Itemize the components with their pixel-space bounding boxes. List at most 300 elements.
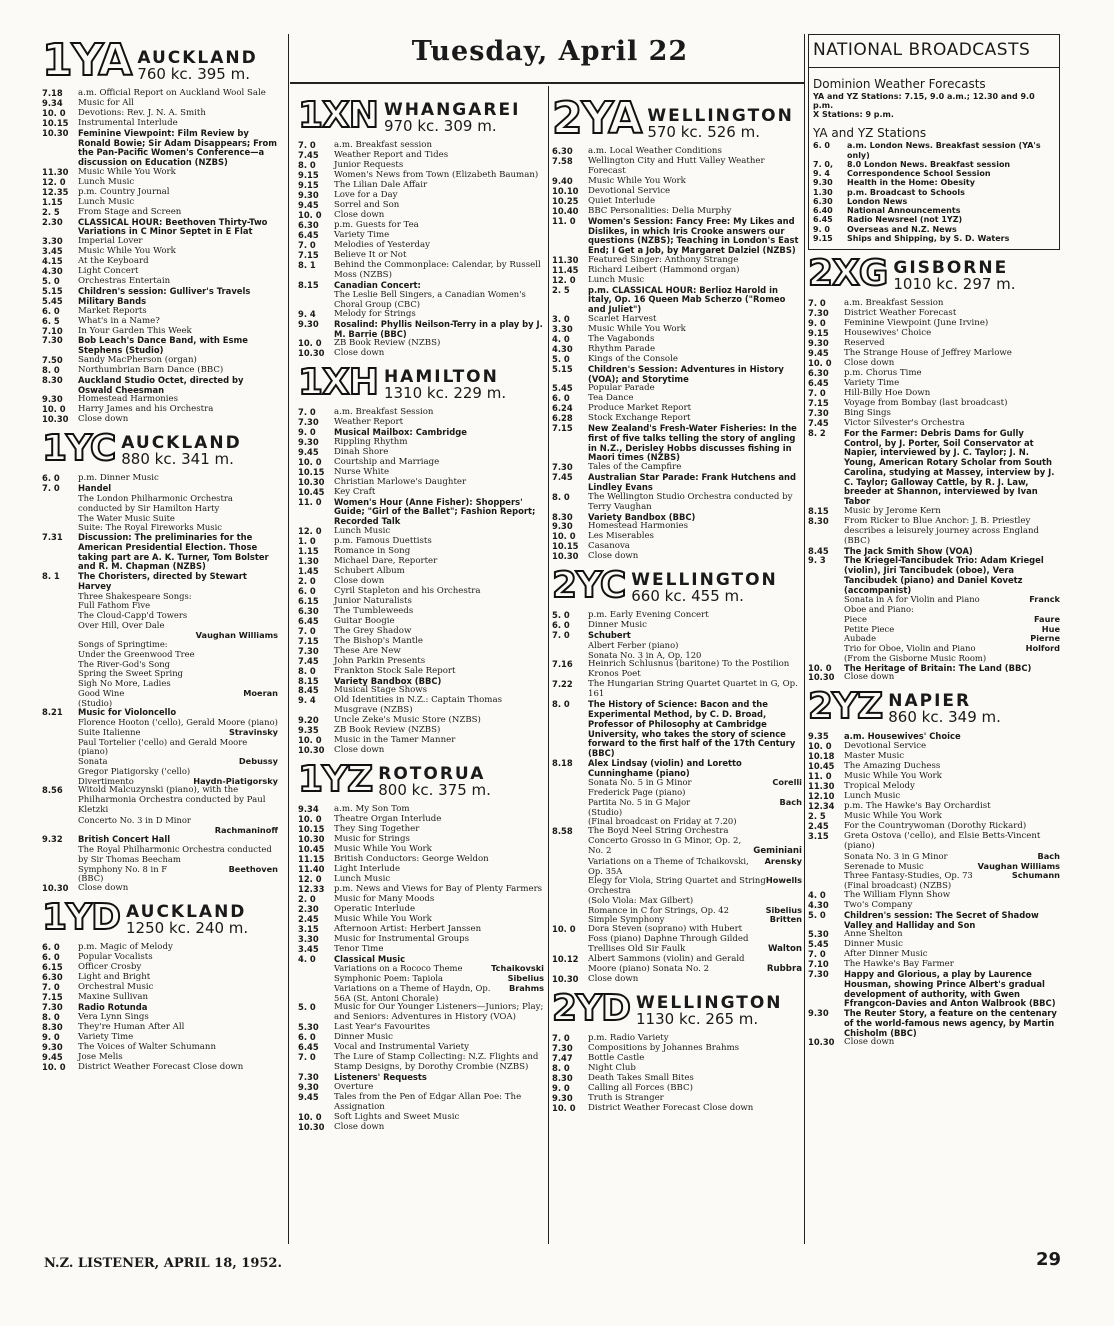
programme-title: Night Club (588, 1062, 636, 1073)
programme-item (298, 696, 544, 716)
programme-title: Variety Time (844, 378, 900, 388)
programme-detail (78, 494, 278, 514)
detail-text: (Final broadcast) (NZBS) (844, 880, 952, 891)
programme-time: 9.35 (298, 725, 319, 736)
programme-time: 9. 0 (808, 318, 826, 329)
programme-title: Feminine Viewpoint (June Irvine) (844, 318, 989, 329)
station-city: ROTORUA (378, 764, 486, 785)
programme-time: 7.15 (298, 635, 319, 646)
programme-item (552, 473, 802, 493)
programme-time: 9.30 (808, 338, 829, 349)
page-number: 29 (1036, 1249, 1062, 1270)
detail-text: Sonata in A for Violin and Piano (844, 594, 980, 605)
detail-text: Frederick Page (piano) (588, 787, 686, 797)
programme-time: 5.30 (808, 929, 829, 940)
detail-text: Variations on a Theme of Haydn, Op. 56A (St. Antoni Chorale) (334, 982, 491, 1003)
programme-title: Discussion: The preliminaries for the American Presidential Election. Those taking part are A. K. Turner, Tom Bolster and R. M. Chapman (NZBS) (78, 532, 269, 572)
programme-time: 7.30 (552, 462, 573, 473)
programme-title: The Lure of Stamp Collecting: N.Z. Flights and Stamp Designs, by Dorothy Crombie (NZBS) (334, 1052, 539, 1073)
programme-title: Homestead Harmonies (588, 521, 689, 532)
national-time: 6.40 (813, 206, 833, 216)
national-time: 9.30 (813, 178, 833, 188)
programme-time: 9.34 (298, 804, 319, 815)
programme-item (552, 365, 802, 385)
programme-time: 12. 0 (552, 274, 576, 285)
programme-time: 8. 2 (808, 427, 826, 438)
composer-name: Britten (769, 914, 802, 925)
station-frequency: 970 kc. 309 m. (383, 117, 497, 135)
programme-time: 2.30 (298, 903, 319, 914)
composer-name: Debussy (238, 756, 278, 767)
programme-time: 7. 0 (42, 982, 60, 993)
programme-time: 11. 0 (298, 496, 322, 507)
programme-detail (588, 876, 802, 896)
programme-time: 6. 0 (42, 952, 60, 963)
station-callsign: 1XN (298, 95, 378, 136)
programme-title: Cyril Stapleton and his Orchestra (334, 585, 481, 596)
programme-time: 2. 0 (298, 575, 316, 586)
programme-title: Classical Music (334, 953, 406, 964)
programme-time: 10.45 (298, 843, 325, 854)
programme-time: 10. 0 (298, 1111, 322, 1122)
programme-title: Tenor Time (334, 943, 384, 954)
programme-title: Music in the Tamer Manner (334, 735, 456, 746)
detail-text: (BBC) (78, 873, 104, 884)
programme-time: 6.45 (298, 1042, 319, 1053)
national-broadcasts-box (808, 34, 1060, 250)
programme-time: 10.30 (298, 348, 325, 359)
programme-title: Listeners' Requests (334, 1072, 427, 1083)
programme-detail (78, 865, 278, 875)
station-info (636, 992, 783, 1028)
programme-title: The Strange House of Jeffrey Marlowe (844, 348, 1012, 359)
programme-detail (844, 605, 1060, 615)
programme-title: Soft Lights and Sweet Music (334, 1111, 460, 1122)
national-title: Radio Newsreel (not 1YZ) (847, 215, 963, 225)
national-item (813, 188, 1055, 197)
programme-time: 10.30 (298, 1121, 325, 1132)
detail-text: Spring the Sweet Spring (78, 668, 183, 679)
programme-title: Instrumental Interlude (78, 117, 178, 128)
programme-title: a.m. Local Weather Conditions (588, 146, 722, 156)
programme-title: p.m. CLASSICAL HOUR: Berlioz Harold in Italy, Op. 16 Queen Mab Scherzo ("Romeo and Juliet") (588, 284, 786, 315)
programme-time: 10.15 (298, 466, 325, 477)
programme-title: For the Countrywoman (Dorothy Rickard) (844, 820, 1027, 831)
programme-title: CLASSICAL HOUR: Beethoven Thirty-Two Variations in C Minor Septet in E Flat (78, 216, 268, 237)
programme-title: Master Music (844, 751, 905, 762)
programme-time: 7.30 (808, 969, 829, 980)
programme-time: 9.45 (808, 348, 829, 359)
programme-title: At the Keyboard (78, 256, 149, 267)
programme-time: 9.30 (808, 1008, 829, 1019)
programme-time: 7.30 (808, 407, 829, 418)
programme-time: 7. 0 (42, 483, 60, 494)
programme-item (298, 746, 544, 756)
station-city: GISBORNE (893, 258, 1009, 279)
programme-title: Australian Star Parade: Frank Hutchens and Lindley Evans (588, 472, 796, 492)
detail-text: Piece (844, 613, 867, 624)
station-header (42, 428, 278, 470)
programme-item (808, 970, 1060, 1009)
programme-title: Close down (334, 1121, 385, 1132)
programme-time: 9.15 (808, 328, 829, 339)
programme-title: Close down (334, 348, 385, 359)
detail-text: Three Shakespeare Songs: (78, 590, 192, 601)
programme-title: John Parkin Presents (334, 655, 426, 666)
programme-title: Operatic Interlude (334, 903, 416, 914)
programme-title: Music While You Work (334, 843, 432, 854)
programme-time: 12.34 (808, 801, 835, 811)
programme-time: 8. 1 (42, 571, 60, 582)
programme-title: Happy and Glorious, a play by Laurence Housman, showing Prince Albert's gradual development of authority, with Gwen Ffrangcon-Davies and Anton Walbrook (BBC) (844, 969, 1056, 1009)
detail-text: Variations on a Rococo Theme (334, 963, 463, 974)
programme-title: Lunch Music (588, 274, 645, 285)
programme-time: 9.32 (42, 834, 63, 845)
national-item (813, 206, 1055, 215)
composer-name: Holford (1025, 643, 1060, 654)
composer-name: Howells (765, 875, 802, 886)
station-header (298, 759, 544, 801)
composer-name: Franck (1029, 594, 1060, 605)
station-frequency: 660 kc. 455 m. (631, 587, 744, 606)
programme-time: 9.30 (552, 1092, 573, 1103)
programme-title: Frankton Stock Sale Report (334, 665, 456, 676)
programme-time: 11.15 (298, 853, 325, 864)
programme-title: The Voices of Walter Schumann (78, 1041, 216, 1052)
programme-title: Feminine Viewpoint: Film Review by Ronald Bowie; Sir Adam Disappears; From the Pan-Pacific Women's Conference—a discussion on Education (NZBS) (78, 127, 277, 168)
programme-title: Junior Requests (334, 159, 404, 170)
programme-time: 12. 0 (298, 873, 322, 884)
programme-time: 3. 0 (552, 313, 570, 324)
programme-time: 11. 0 (808, 771, 832, 782)
programme-title: Vocal and Instrumental Variety (334, 1042, 469, 1053)
programme-title: Afternoon Artist: Herbert Janssen (334, 923, 482, 934)
programme-time: 8.15 (298, 675, 319, 686)
national-title: London News (847, 196, 908, 206)
programme-time: 9.45 (42, 1051, 63, 1062)
programme-title: Children's session: Gulliver's Travels (78, 286, 251, 297)
programme-time: 8.45 (298, 685, 319, 696)
programme-time: 1.15 (298, 545, 319, 556)
programme-item (42, 786, 278, 816)
programme-time: 10.30 (552, 551, 579, 562)
programme-title: The Jack Smith Show (VOA) (844, 545, 973, 556)
programme-title: Musical Mailbox: Cambridge (334, 427, 467, 438)
programme-title: The Tumbleweeds (334, 605, 414, 616)
programme-time: 4. 0 (808, 889, 826, 900)
national-time: 9. 4 (813, 169, 830, 179)
programme-title: The Hawke's Bay Farmer (844, 959, 954, 970)
composer-name: Brahms (508, 982, 544, 993)
programme-title: Music for Strings (334, 833, 410, 844)
detail-text: (Studio) (78, 697, 113, 708)
programme-time: 7.15 (298, 249, 319, 260)
programme-time: 2. 5 (42, 206, 60, 217)
programme-time: 10. 0 (42, 1061, 66, 1072)
programme-title: From Stage and Screen (78, 206, 182, 217)
national-title: Correspondence School Session (847, 169, 991, 179)
programme-time: 5. 0 (298, 1002, 316, 1013)
programme-title: The Lilian Dale Affair (334, 179, 428, 190)
detail-text: Sonata No. 3 in A, Op. 120 (588, 649, 702, 660)
programme-time: 6. 0 (42, 473, 60, 484)
programme-title: British Concert Hall (78, 834, 171, 845)
detail-text: (Studio) (588, 806, 623, 817)
programme-time: 3.30 (298, 933, 319, 944)
programme-title: Theatre Organ Interlude (334, 814, 442, 824)
programme-time: 8.15 (298, 279, 319, 290)
programme-time: 9.34 (42, 97, 63, 108)
detail-text: (Final broadcast on Friday at 7.20) (588, 816, 737, 827)
detail-text: Suite Italienne (78, 726, 141, 737)
programme-title: They Sing Together (334, 823, 420, 834)
programme-time: 9.30 (42, 394, 63, 405)
programme-time: 10. 0 (552, 531, 576, 542)
national-time: 6.45 (813, 215, 833, 225)
programme-title: Uncle Zeke's Music Store (NZBS) (334, 715, 481, 726)
programme-time: 2. 0 (298, 893, 316, 904)
programme-title: Music While You Work (78, 246, 176, 257)
detail-text: The Cloud-Capp'd Towers (78, 610, 188, 621)
programme-title: Schubert Album (334, 565, 405, 576)
programme-time: 10. 0 (298, 209, 322, 220)
programme-title: Lunch Music (78, 196, 135, 207)
programme-title: Housewives' Choice (844, 328, 932, 339)
station-frequency: 1010 kc. 297 m. (893, 275, 1016, 294)
programme-time: 6.24 (552, 403, 573, 414)
programme-time: 4.30 (552, 343, 573, 354)
programme-item (552, 700, 802, 759)
programme-title: a.m. Breakfast session (334, 140, 432, 150)
programme-title: The Grey Shadow (334, 625, 412, 636)
programme-title: Old Identities in N.Z.: Captain Thomas Musgrave (NZBS) (334, 695, 502, 716)
programme-item (298, 1053, 544, 1073)
programme-title: British Conductors: George Weldon (334, 853, 489, 864)
programme-title: p.m. Chorus Time (844, 368, 922, 379)
programme-item (552, 1104, 802, 1114)
detail-text: The London Philharmonic Orchestra conducted by Sir Hamilton Harty (78, 493, 233, 513)
composer-name: Arensky (764, 855, 802, 866)
national-title: Health in the Home: Obesity (847, 178, 975, 188)
programme-time: 3.30 (42, 236, 63, 247)
programme-item (298, 1123, 544, 1133)
programme-item (298, 1093, 544, 1113)
programme-item (552, 955, 802, 975)
programme-time: 11.30 (552, 254, 579, 265)
programme-time: 9.45 (298, 199, 319, 210)
programme-title: Junior Naturalists (334, 595, 412, 606)
weather-line: YA and YZ Stations: 7.15, 9.0 a.m.; 12.30 and 9.0 p.m. (813, 91, 1035, 110)
programme-time: 10.30 (808, 1037, 835, 1048)
programme-time: 2.45 (298, 913, 319, 924)
programme-title: Light and Bright (78, 972, 151, 983)
programme-title: Victor Silvester's Orchestra (844, 417, 965, 428)
programme-time: 12. 0 (42, 176, 66, 187)
programme-title: Devotional Service (844, 741, 927, 752)
programme-title: p.m. Guests for Tea (334, 219, 419, 230)
programme-title: Albert Sammons (violin) and Gerald Moore (piano) Sonata No. 2 (588, 954, 745, 975)
programme-title: Wellington City and Hutt Valley Weather Forecast (588, 155, 765, 176)
programme-title: Close down (844, 358, 895, 369)
programme-time: 5.45 (808, 939, 829, 950)
detail-text: (Solo Viola: Max Gilbert) (588, 894, 694, 905)
programme-item (552, 424, 802, 463)
detail-text: Under the Greenwood Tree (78, 648, 195, 659)
programme-time: 7.15 (42, 992, 63, 1003)
programme-title: Close down (334, 209, 385, 220)
detail-text: Sonata No. 3 in G Minor (844, 850, 948, 861)
programme-item (552, 975, 802, 985)
programme-title: Death Takes Small Bites (588, 1072, 694, 1083)
programme-time: 8.15 (808, 505, 829, 516)
programme-time: 4.30 (808, 899, 829, 910)
national-title: a.m. London News. Breakfast session (YA's only) (847, 141, 1041, 160)
programme-time: 3.30 (552, 323, 573, 334)
programme-title: From Ricker to Blue Anchor: J. B. Priestley describes a leisurely journey across England (BBC) (844, 515, 1039, 546)
composer-name: Vaughan Williams (195, 629, 278, 640)
station-frequency: 1250 kc. 240 m. (126, 919, 249, 938)
programme-time: 8. 0 (42, 364, 60, 375)
programme-time: 10.30 (298, 745, 325, 756)
programme-title: The Wellington Studio Orchestra conducted by Terry Vaughan (588, 491, 793, 512)
station-city: WELLINGTON (636, 992, 783, 1013)
programme-time: 6.28 (552, 413, 573, 424)
programme-time: 7. 0 (298, 407, 316, 418)
programme-title: New Zealand's Fresh-Water Fisheries: In the first of five talks telling the story of angling in N.Z., Derisley Hobbs discusses fishing in Maori times (NZBS) (588, 423, 797, 463)
programme-time: 7.10 (808, 959, 829, 970)
detail-text: Oboe and Piano: (844, 604, 914, 615)
programme-title: p.m. The Hawke's Bay Orchardist (844, 801, 991, 811)
programme-time: 1.15 (42, 196, 63, 207)
programme-title: Tales from the Pen of Edgar Allan Poe: The Assignation (334, 1091, 522, 1112)
programme-time: 1.30 (298, 555, 319, 566)
station-callsign: 1XH (298, 362, 378, 404)
programme-title: Lunch Music (844, 791, 901, 802)
programme-time: 5.45 (42, 295, 63, 306)
programme-title: The Boyd Neel String Orchestra Concerto Grosso in G Minor, Op. 2, No. 2 (588, 826, 742, 856)
programme-title: Last Year's Favourites (334, 1022, 431, 1033)
programme-title: ZB Book Review (NZBS) (334, 338, 441, 349)
programme-title: Popular Vocalists (78, 952, 153, 963)
programme-title: p.m. Famous Duettists (334, 535, 432, 546)
programme-title: District Weather Forecast Close down (78, 1061, 244, 1072)
stations-title: YA and YZ Stations (813, 126, 927, 141)
station-frequency: 760 kc. 395 m. (137, 65, 250, 83)
station-info (384, 102, 521, 134)
national-item (813, 197, 1055, 206)
programme-time: 8. 0 (552, 491, 570, 502)
national-title: p.m. Broadcast to Schools (847, 187, 965, 197)
programme-time: 6.30 (552, 146, 573, 156)
programme-title: Light Concert (78, 266, 139, 277)
programme-title: Devotional Service (588, 185, 671, 196)
programme-time: 7. 0 (808, 298, 826, 309)
programme-title: District Weather Forecast Close down (588, 1102, 754, 1113)
programme-title: Hill-Billy Hoe Down (844, 387, 931, 398)
programme-title: Lunch Music (334, 525, 391, 536)
programme-title: Witold Malcuzynski (piano), with the Philharmonia Orchestra conducted by Paul Kletzki (78, 785, 266, 816)
programme-time: 12. 0 (298, 525, 322, 536)
station-frequency: 1130 kc. 265 m. (636, 1009, 759, 1028)
programme-time: 9.40 (552, 175, 573, 186)
programme-time: 7.30 (42, 335, 63, 346)
programme-title: Close down (588, 974, 639, 984)
programme-title: Sandy MacPherson (organ) (78, 354, 197, 365)
programme-time: 10. 0 (808, 662, 832, 673)
programme-time: 10.10 (552, 185, 579, 196)
detail-text: Songs of Springtime: (78, 639, 168, 650)
station-city: NAPIER (888, 691, 972, 712)
programme-title: Children's Session: Adventures in History (VOA); and Storytime (588, 363, 784, 384)
programme-title: p.m. Dinner Music (78, 473, 159, 484)
programme-time: 7.30 (808, 308, 829, 319)
national-time: 9.15 (813, 233, 833, 243)
programme-title: Overture (334, 1081, 374, 1092)
programme-time: 6.30 (298, 605, 319, 616)
detail-text: Good Wine (78, 687, 125, 698)
programme-time: 7.45 (298, 149, 319, 160)
programme-time: 7.15 (552, 423, 573, 434)
programme-item (298, 667, 544, 677)
detail-text: Symphony No. 8 in F (78, 863, 168, 874)
programme-time: 9. 3 (808, 555, 826, 566)
programme-time: 9.20 (298, 715, 319, 726)
programme-time: 10.15 (298, 823, 325, 834)
programme-time: 7. 0 (298, 1052, 316, 1063)
programme-title: Rippling Rhythm (334, 436, 408, 447)
column-4 (808, 34, 1060, 1244)
station-info (893, 260, 1015, 292)
detail-text: Albert Ferber (piano) (588, 639, 679, 650)
programme-title: p.m. Country Journal (78, 186, 170, 197)
programme-title: Melodies of Yesterday (334, 239, 430, 250)
programme-item (808, 1009, 1060, 1038)
programme-title: Music for All (78, 97, 134, 108)
footer-issue: N.Z. LISTENER, APRIL 18, 1952. (44, 1256, 282, 1271)
programme-item (42, 336, 278, 356)
programme-time: 7.30 (552, 1042, 573, 1053)
programme-time: 12.10 (808, 791, 835, 802)
programme-title: Devotions: Rev. J. N. A. Smith (78, 107, 206, 118)
programme-time: 2.45 (808, 820, 829, 831)
programme-time: 7.31 (42, 532, 63, 543)
station-info (647, 108, 794, 140)
programme-time: 10.40 (552, 205, 579, 216)
programme-time: 8.18 (552, 757, 573, 768)
programme-time: 8. 0 (552, 699, 570, 710)
programme-time: 5.45 (552, 383, 573, 394)
programme-detail (334, 290, 544, 310)
programme-time: 7.30 (298, 1072, 319, 1083)
column-divider (804, 34, 805, 1244)
programme-title: Greta Ostova ('cello), and Elsie Betts-Vincent (piano) (844, 830, 1041, 851)
programme-detail (334, 984, 544, 1004)
station-header (552, 565, 802, 607)
programme-time: 9.45 (298, 1091, 319, 1102)
station-city: WELLINGTON (647, 106, 794, 126)
programme-title: a.m. Breakfast Session (844, 298, 944, 309)
programme-detail (844, 625, 1060, 635)
programme-time: 9.30 (298, 318, 319, 329)
programme-time: 10. 0 (42, 107, 66, 118)
national-title: 8.0 London News. Breakfast session (847, 159, 1011, 169)
programme-time: 9. 4 (298, 308, 316, 319)
programme-time: 6.15 (298, 595, 319, 606)
column-2 (298, 92, 544, 1242)
station-info (121, 435, 241, 467)
programme-time: 6.45 (298, 615, 319, 626)
programme-item (552, 680, 802, 700)
